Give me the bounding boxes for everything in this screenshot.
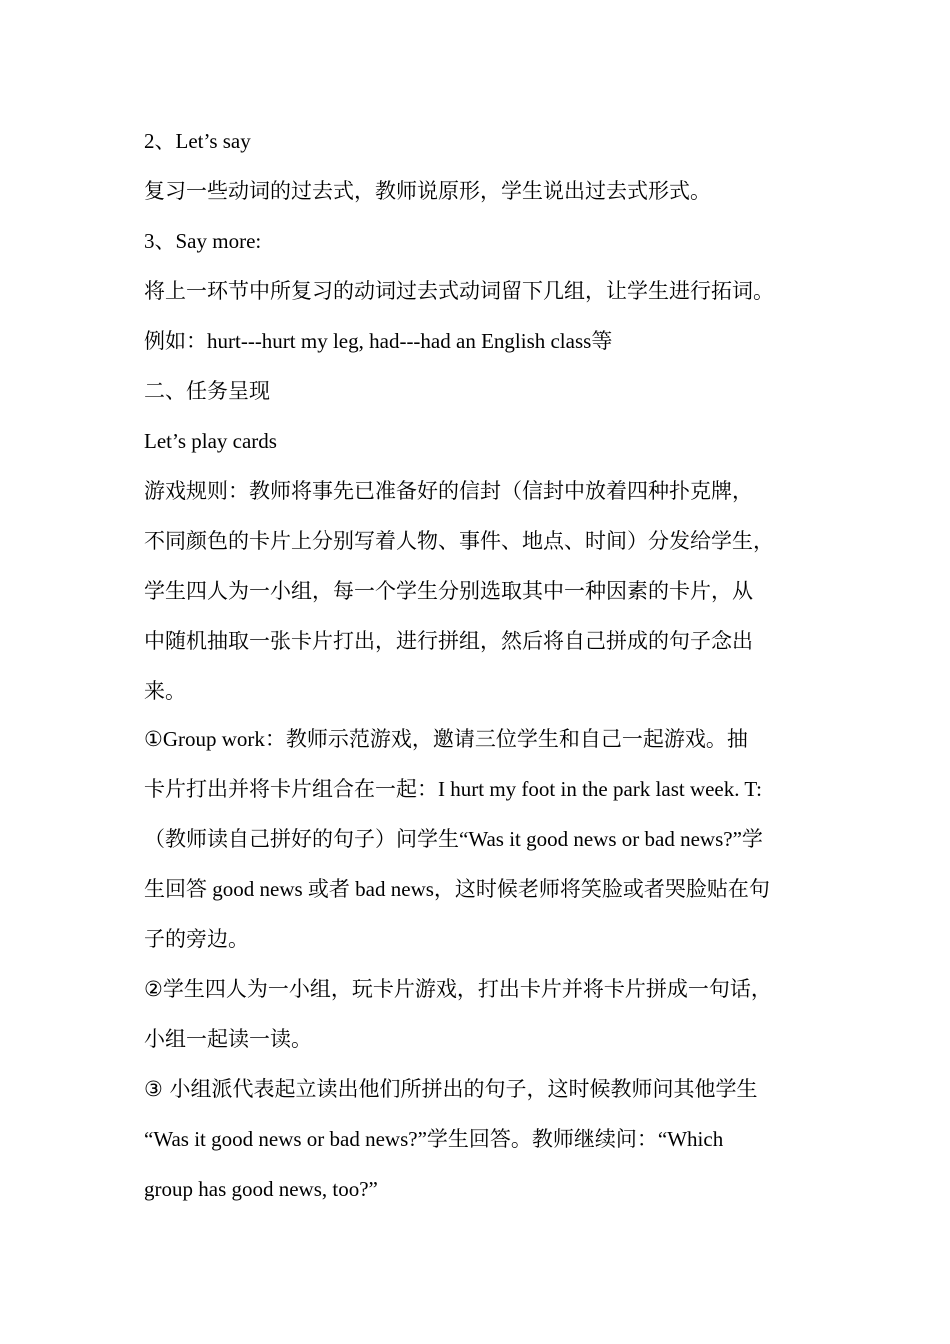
step-2-group-line-1: ②学生四人为一小组，玩卡片游戏，打出卡片并将卡片拼成一句话， (144, 977, 772, 1001)
game-rules-line-5: 来。 (144, 679, 186, 703)
step-2-group-line-2: 小组一起读一读。 (144, 1027, 312, 1051)
step-2-heading: 2、Let’s say (144, 129, 251, 153)
game-rules-line-3: 学生四人为一小组，每一个学生分别选取其中一种因素的卡片，从 (144, 579, 753, 603)
group-work-line-2: 卡片打出并将卡片组合在一起：I hurt my foot in the park last week. T: (144, 777, 762, 801)
group-work-line-5: 子的旁边。 (144, 927, 249, 951)
activity-title: Let’s play cards (144, 429, 277, 453)
group-work-line-1: ①Group work：教师示范游戏，邀请三位学生和自己一起游戏。抽 (144, 727, 748, 751)
section-heading-task: 二、任务呈现 (144, 379, 270, 403)
step-2-description: 复习一些动词的过去式，教师说原形，学生说出过去式形式。 (144, 179, 711, 203)
group-work-line-3: （教师读自己拼好的句子）问学生“Was it good news or bad news?”学 (144, 827, 763, 851)
game-rules-line-1: 游戏规则：教师将事先已准备好的信封（信封中放着四种扑克牌， (144, 479, 753, 503)
step-3-group-line-3: group has good news, too?” (144, 1177, 378, 1201)
example-line: 例如：hurt---hurt my leg, had---had an English class等 (144, 329, 613, 353)
step-3-group-line-2: “Was it good news or bad news?”学生回答。教师继续问：“Which (144, 1127, 724, 1151)
group-work-line-4: 生回答 good news 或者 bad news，这时候老师将笑脸或者哭脸贴在句 (144, 877, 770, 901)
game-rules-line-4: 中随机抽取一张卡片打出，进行拼组，然后将自己拼成的句子念出 (144, 629, 753, 653)
step-3-group-line-1: ③ 小组派代表起立读出他们所拼出的句子，这时候教师问其他学生 (144, 1077, 758, 1101)
game-rules-line-2: 不同颜色的卡片上分别写着人物、事件、地点、时间）分发给学生， (144, 529, 774, 553)
step-3-heading: 3、Say more: (144, 229, 262, 253)
step-3-description: 将上一环节中所复习的动词过去式动词留下几组，让学生进行拓词。 (144, 279, 774, 303)
